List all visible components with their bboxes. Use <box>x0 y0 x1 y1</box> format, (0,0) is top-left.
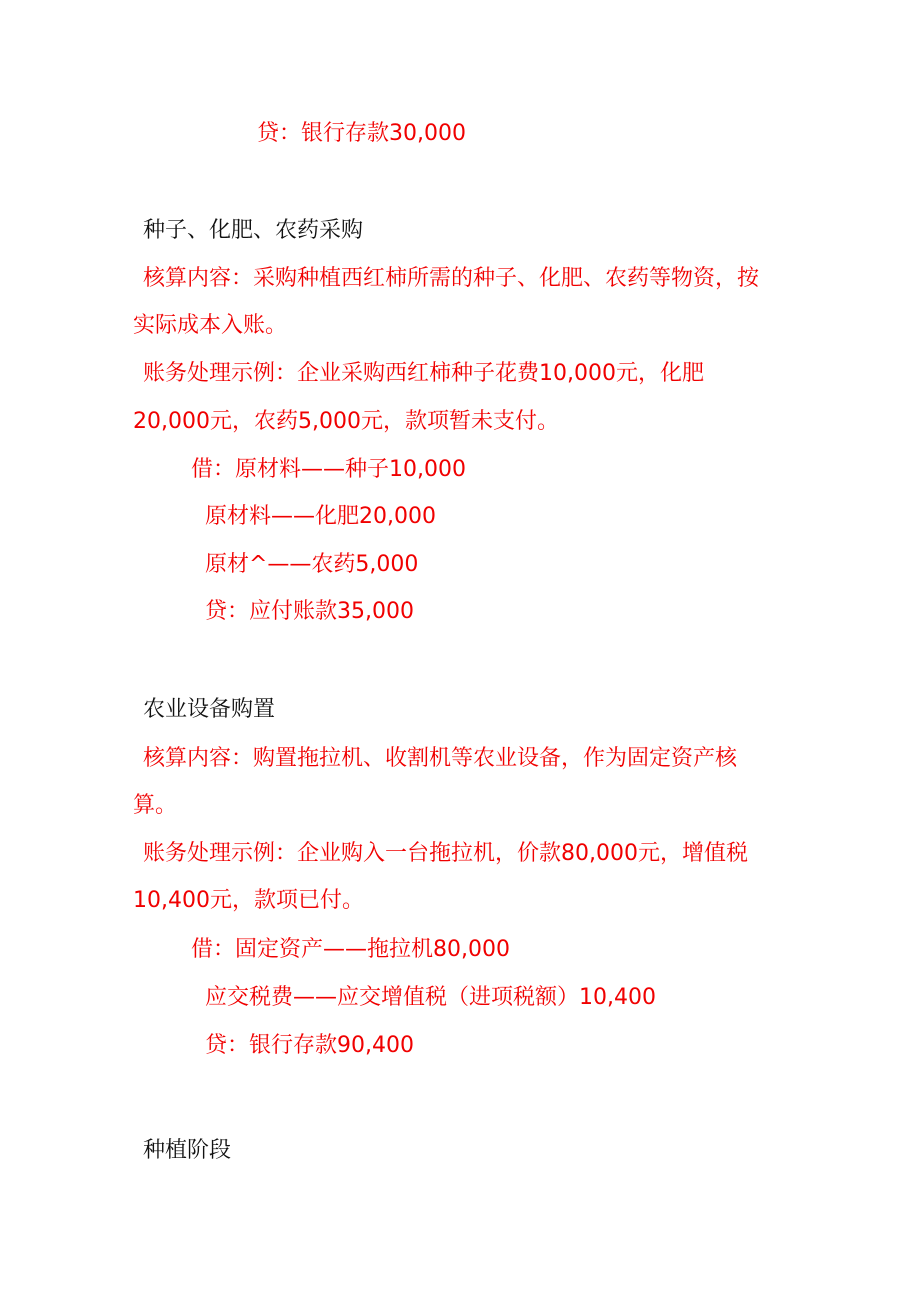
journal-credit-bank: 贷：银行存款90,400 <box>205 1033 414 1058</box>
section-heading-planting: 种植阶段 <box>143 1138 232 1163</box>
credit-bank-deposit-line: 贷：银行存款30,000 <box>257 121 466 146</box>
journal-debit-seeds: 借：原材料——种子10,000 <box>191 457 466 482</box>
example-line: 账务处理示例：企业购入一台拖拉机，价款80,000元，增值税 <box>143 841 748 866</box>
accounting-content-line: 核算内容：采购种植西红柿所需的种子、化肥、农药等物资，按 <box>143 266 760 291</box>
accounting-content-line: 核算内容：购置拖拉机、收割机等农业设备，作为固定资产核 <box>143 746 738 771</box>
journal-credit-payables: 贷：应付账款35,000 <box>205 599 414 624</box>
accounting-content-continuation: 实际成本入账。 <box>133 313 288 338</box>
example-line: 账务处理示例：企业采购西红柿种子花费10,000元，化肥 <box>143 361 704 386</box>
journal-debit-fertilizer: 原材料——化肥20,000 <box>205 504 436 529</box>
section-heading-equipment: 农业设备购置 <box>143 697 276 722</box>
section-heading-seed-purchase: 种子、化肥、农药采购 <box>143 218 364 243</box>
journal-debit-vat: 应交税费——应交增值税（进项税额）10,400 <box>205 985 656 1010</box>
accounting-content-continuation: 算。 <box>133 793 178 818</box>
journal-debit-pesticide: 原材^——农药5,000 <box>205 552 419 577</box>
example-continuation: 20,000元，农药5,000元，款项暂未支付。 <box>133 409 559 434</box>
journal-debit-fixed-assets: 借：固定资产——拖拉机80,000 <box>191 937 510 962</box>
example-continuation: 10,400元，款项已付。 <box>133 888 364 913</box>
